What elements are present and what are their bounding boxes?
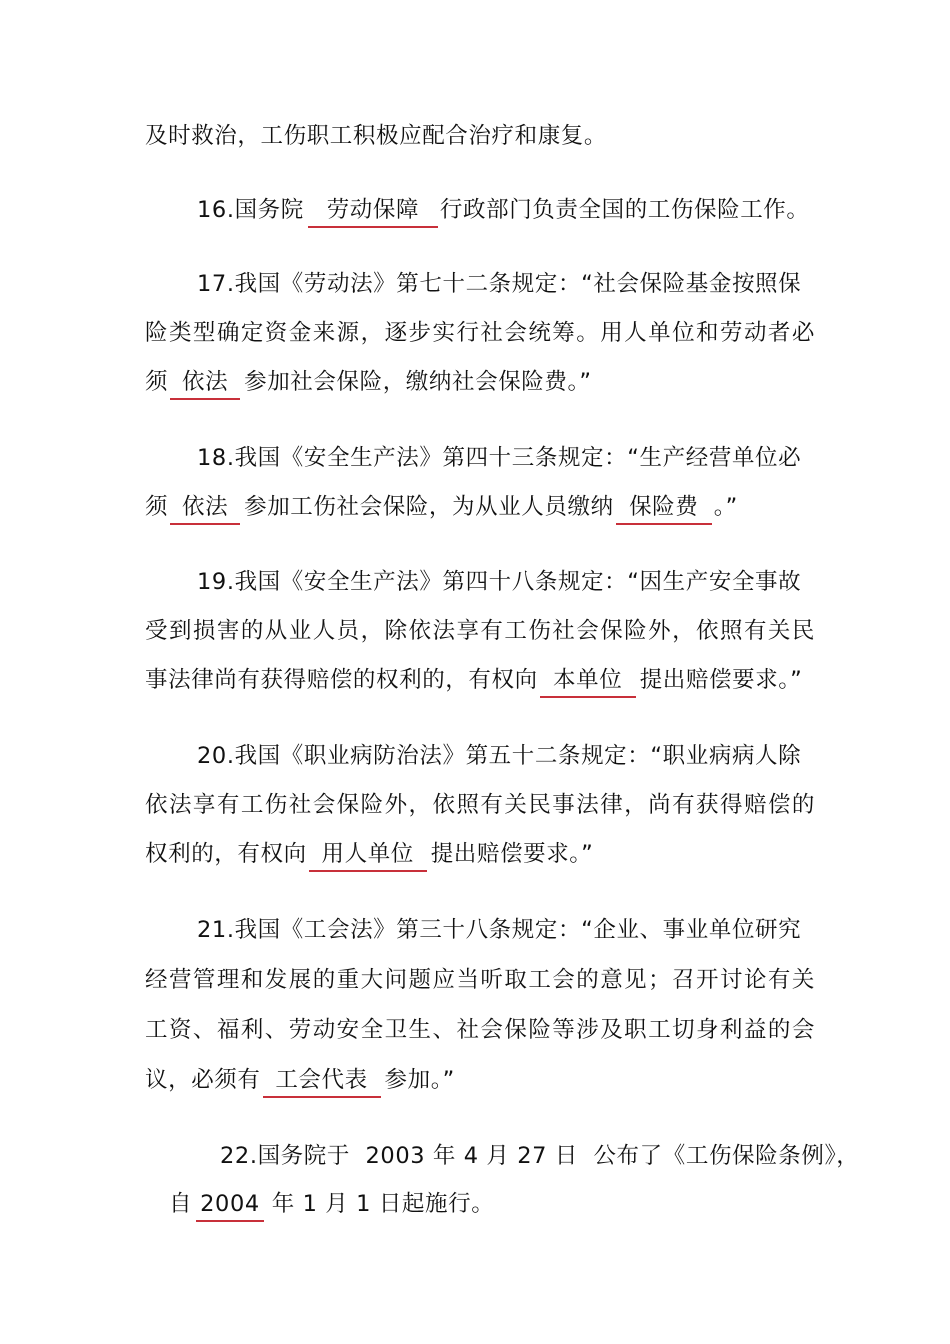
fill-blank-answer: 2004 <box>196 1188 264 1222</box>
item-22-line-2 <box>169 1184 839 1224</box>
text: 事法律尚有获得赔偿的权利的，有权向 <box>145 667 538 693</box>
item-17-line-2 <box>145 313 815 353</box>
text: 提出赔偿要求。” <box>639 667 803 693</box>
item-17-line-1 <box>197 264 867 304</box>
text: 17.我国《劳动法》第七十二条规定：“社会保险基金按照保 <box>197 271 802 297</box>
text: 行政部门负责全国的工伤保险工作。 <box>439 197 810 223</box>
fill-blank-answer: 工会代表 <box>263 1064 381 1098</box>
item-19-line-2 <box>145 611 815 651</box>
item-20-line-3 <box>145 834 815 874</box>
item-21-line-1 <box>197 910 867 950</box>
fill-blank-answer: 本单位 <box>540 664 636 698</box>
text: 21.我国《工会法》第三十八条规定：“企业、事业单位研究 <box>197 917 802 943</box>
item-22-line-1 <box>220 1136 890 1176</box>
text: 权利的，有权向 <box>145 841 307 867</box>
text: 提出赔偿要求。” <box>430 841 594 867</box>
item-17-line-3 <box>145 362 815 402</box>
item-20-line-1 <box>197 736 867 776</box>
fill-blank-answer: 用人单位 <box>309 838 427 872</box>
text: 。” <box>713 494 738 520</box>
fill-blank-answer: 依法 <box>170 366 240 400</box>
item-18-line-1 <box>197 438 867 478</box>
fill-blank-answer: 劳动保障 <box>308 194 438 228</box>
text: 经营管理和发展的重大问题应当听取工会的意见；召开讨论有关 <box>145 967 815 993</box>
text: 须 <box>145 494 169 520</box>
text: 须 <box>145 369 169 395</box>
text: 依法享有工伤社会保险外，依照有关民事法律，尚有获得赔偿的 <box>145 792 815 818</box>
text: 险类型确定资金来源，逐步实行社会统筹。用人单位和劳动者必 <box>145 320 815 346</box>
text: 参加工伤社会保险，为从业人员缴纳 <box>244 494 614 520</box>
text: 受到损害的从业人员，除依法享有工伤社会保险外，依照有关民 <box>145 618 815 644</box>
text: 自 <box>169 1191 193 1217</box>
text: 参加社会保险，缴纳社会保险费。” <box>244 369 592 395</box>
item-21-line-3 <box>145 1010 815 1050</box>
text: 18.我国《安全生产法》第四十三条规定：“生产经营单位必 <box>197 445 802 471</box>
text: 19.我国《安全生产法》第四十八条规定：“因生产安全事故 <box>197 569 802 595</box>
text: 20.我国《职业病防治法》第五十二条规定：“职业病病人除 <box>197 743 802 769</box>
text: 议，必须有 <box>145 1067 261 1093</box>
item-16-line <box>197 190 867 230</box>
text: 工资、福利、劳动安全卫生、社会保险等涉及职工切身利益的会 <box>145 1017 815 1043</box>
text: 22.国务院于 2003 年 4 月 27 日 公布了《工伤保险条例》， <box>220 1143 860 1169</box>
item-20-line-2 <box>145 785 815 825</box>
item-21-line-4 <box>145 1060 815 1100</box>
item-21-line-2 <box>145 960 815 1000</box>
text: 16.国务院 <box>197 197 304 223</box>
fill-blank-answer: 保险费 <box>616 491 712 525</box>
text: 参加。” <box>384 1067 455 1093</box>
item-18-line-2 <box>145 487 815 527</box>
paragraph-line <box>145 116 815 156</box>
item-19-line-1 <box>197 562 867 602</box>
fill-blank-answer: 依法 <box>170 491 240 525</box>
text: 及时救治，工伤职工积极应配合治疗和康复。 <box>145 123 608 149</box>
item-19-line-3 <box>145 660 815 700</box>
text: 年 1 月 1 日起施行。 <box>271 1191 495 1217</box>
